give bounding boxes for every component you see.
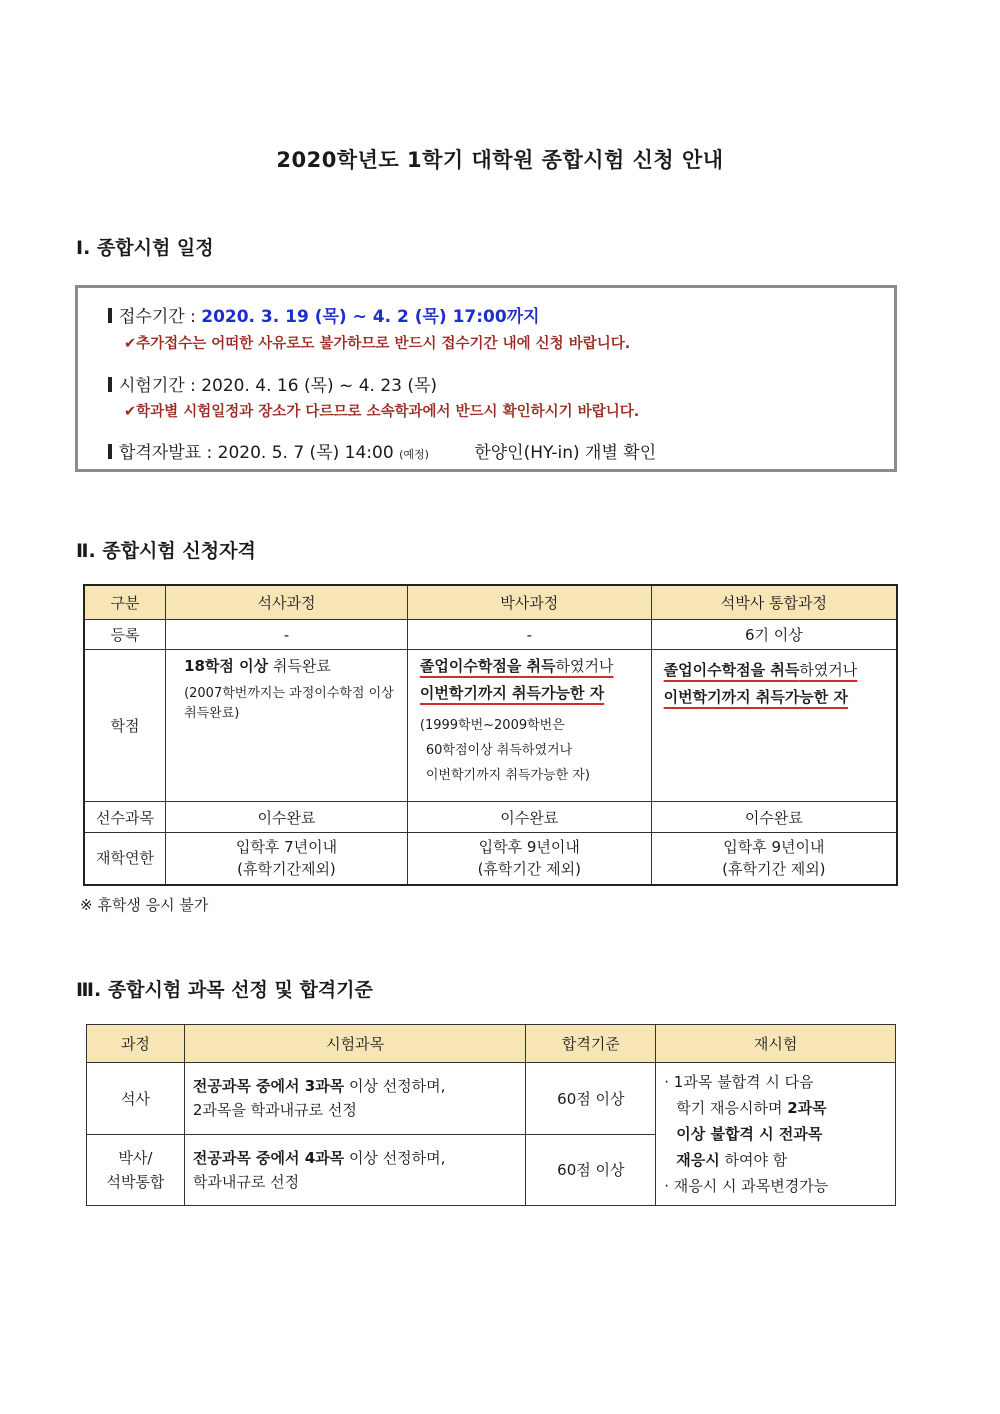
doctor-subject-cell	[184, 1134, 526, 1206]
retest-cell	[656, 1063, 896, 1206]
reception-note: ✔추가접수는 어떠한 사유로도 불가하므로 반드시 접수기간 내에 신청 바랍니다.	[124, 336, 631, 352]
leave-note: ※ 휴학생 응시 불가	[80, 896, 209, 914]
doctor-credit-rest: 하였거나	[555, 657, 614, 675]
doctor-credit-sub1: (1999학번~2009학번은	[419, 718, 565, 733]
cell-value: 이수완료	[407, 802, 651, 833]
bullet-bar-icon	[108, 308, 112, 323]
master-credit-main: 18학점 이상	[184, 657, 269, 675]
exam-period-line	[108, 371, 437, 396]
reception-label: 접수기간 :	[119, 307, 196, 327]
period-line: 입학후 9년이내	[723, 838, 825, 857]
period-line: (휴학기간 제외)	[477, 860, 581, 879]
row-label-period: 재학연한	[84, 833, 166, 885]
doctor-label-line2: 석박통합	[106, 1172, 165, 1191]
bullet-bar-icon	[108, 444, 112, 459]
result-where: 한양인(HY-in) 개별 확인	[474, 443, 657, 463]
table-row	[84, 833, 897, 885]
doctor-subject-bold: 전공과목 중에서 4과목	[192, 1148, 345, 1167]
doctor-credit-bold: 졸업이수학점을 취득	[419, 657, 556, 675]
header-integrated: 석박사 통합과정	[651, 585, 897, 620]
retest-bold: 2과목	[787, 1099, 827, 1117]
cell-value: -	[407, 620, 651, 650]
table-header-row	[84, 585, 897, 620]
row-label-doctor	[87, 1134, 185, 1206]
master-credit-rest: 취득완료	[268, 657, 331, 675]
doctor-label-line1: 박사/	[118, 1148, 153, 1167]
period-line: 입학후 7년이내	[235, 838, 338, 857]
result-line	[108, 438, 656, 463]
integrated-credit-bold: 졸업이수학점을 취득	[663, 661, 800, 679]
table-row	[84, 650, 897, 802]
master-subject-cell	[184, 1063, 526, 1135]
bullet-bar-icon	[108, 377, 112, 392]
schedule-box	[75, 285, 897, 472]
exam-period-note: ✔학과별 시험일정과 장소가 다르므로 소속학과에서 반드시 확인하시기 바랍니다.	[124, 404, 640, 420]
period-line: (휴학기간 제외)	[722, 860, 826, 879]
row-label-credits: 학점	[84, 650, 166, 802]
table-row	[84, 620, 897, 650]
master-credit-cell	[166, 650, 408, 802]
header-subjects: 시험과목	[184, 1025, 526, 1063]
doctor-subject-rest: 이상 선정하며,	[344, 1148, 446, 1167]
master-subject-bold: 전공과목 중에서 3과목	[192, 1077, 345, 1096]
master-credit-sub: (2007학번까지는 과정이수학점 이상 취득완료)	[184, 686, 394, 721]
doctor-subject-line2: 학과내규로 선정	[192, 1172, 300, 1191]
reception-line	[108, 302, 540, 327]
integrated-credit-line2: 이번학기까지 취득가능한 자	[663, 688, 848, 706]
result-tentative: (예정)	[399, 448, 429, 461]
header-doctor: 박사과정	[407, 585, 651, 620]
retest-line: 이상 불합격 시 전과목	[676, 1125, 823, 1143]
retest-bold: 재응시	[676, 1151, 720, 1169]
retest-line: 하여야 함	[719, 1151, 788, 1169]
qualification-table	[83, 584, 898, 886]
header-retest: 재시험	[656, 1025, 896, 1063]
page-title: 2020학년도 1학기 대학원 종합시험 신청 안내	[276, 148, 724, 172]
row-label-prereq: 선수과목	[84, 802, 166, 833]
section-heading-schedule: Ⅰ. 종합시험 일정	[76, 237, 214, 259]
header-program: 과정	[87, 1025, 185, 1063]
doctor-pass: 60점 이상	[526, 1134, 656, 1206]
exam-period-label: 시험기간 : 2020. 4. 16 (목) ~ 4. 23 (목)	[119, 376, 438, 396]
table-row	[87, 1063, 896, 1135]
period-line: 입학후 9년이내	[478, 838, 580, 857]
period-line: (휴학기간제외)	[237, 860, 336, 879]
master-subject-line2: 2과목을 학과내규로 선정	[192, 1101, 357, 1120]
master-subject-rest: 이상 선정하며,	[344, 1077, 446, 1096]
reception-dates: 2020. 3. 19 (목) ~ 4. 2 (목) 17:00까지	[201, 307, 540, 327]
doctor-credit-sub3: 이번학기까지 취득가능한 자)	[425, 768, 590, 783]
cell-value	[651, 833, 897, 885]
cell-value	[407, 833, 651, 885]
doctor-credit-sub2: 60학점이상 취득하였거나	[425, 743, 573, 758]
cell-value	[166, 833, 408, 885]
retest-line: · 재응시 시 과목변경가능	[664, 1177, 829, 1195]
header-pass: 합격기준	[526, 1025, 656, 1063]
row-label-registration: 등록	[84, 620, 166, 650]
row-label-master: 석사	[87, 1063, 185, 1135]
master-pass: 60점 이상	[526, 1063, 656, 1135]
table-row	[84, 802, 897, 833]
result-label: 합격자발표 : 2020. 5. 7 (목) 14:00	[119, 443, 394, 463]
section-heading-qualification: Ⅱ. 종합시험 신청자격	[76, 540, 256, 562]
doctor-credit-line2: 이번학기까지 취득가능한 자	[419, 684, 605, 702]
retest-line: 학기 재응시하며	[676, 1099, 788, 1117]
exam-table	[86, 1024, 896, 1206]
integrated-credit-rest: 하였거나	[799, 661, 858, 679]
header-category: 구분	[84, 585, 166, 620]
header-master: 석사과정	[166, 585, 408, 620]
doctor-credit-cell	[407, 650, 651, 802]
cell-value: 6기 이상	[651, 620, 897, 650]
cell-value: 이수완료	[651, 802, 897, 833]
cell-value: -	[166, 620, 408, 650]
table-header-row	[87, 1025, 896, 1063]
integrated-credit-cell	[651, 650, 897, 802]
cell-value: 이수완료	[166, 802, 408, 833]
section-heading-exam: Ⅲ. 종합시험 과목 선정 및 합격기준	[76, 979, 373, 1001]
retest-line: · 1과목 불합격 시 다음	[664, 1073, 814, 1091]
